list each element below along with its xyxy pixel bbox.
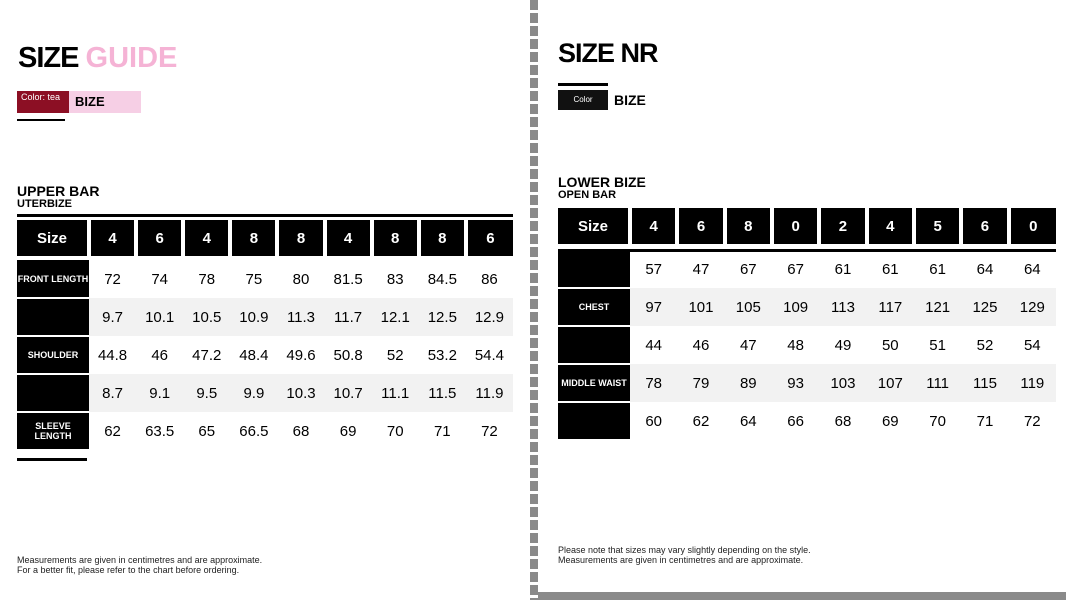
header-cell: 4: [325, 220, 372, 256]
table-cell: 62: [104, 422, 121, 440]
table-cell: 60: [645, 412, 662, 430]
table-cell: 86: [481, 270, 498, 288]
table-cell: 47: [692, 261, 710, 279]
title-rule: [17, 119, 65, 121]
table-cell: 12.5: [419, 298, 466, 336]
table-cell: 79: [677, 364, 724, 402]
header-cell: 8: [725, 208, 772, 244]
table-cell: 61: [929, 261, 946, 279]
row-label: [17, 374, 89, 412]
table-cell: 121: [914, 288, 961, 326]
footnote-line-1: Please note that sizes may vary slightly depending on the style.: [558, 545, 811, 555]
table-cell: 9.1: [136, 374, 183, 412]
table-cell: 10.3: [277, 374, 324, 412]
table-row: [558, 288, 1056, 326]
table-cell: 115: [961, 364, 1008, 402]
table-row: [17, 298, 513, 336]
row-label: SLEEVE LENGTH: [17, 412, 89, 450]
table-cell: 50.8: [333, 346, 363, 364]
table-cell: 48.4: [239, 346, 269, 364]
table-cell: 67: [739, 261, 757, 279]
table-cell: 49.6: [286, 346, 316, 364]
table-cell: 117: [867, 288, 914, 326]
table-cell: 11.3: [277, 298, 324, 336]
table-cell: 70: [929, 412, 946, 430]
table-cell: 53.2: [427, 346, 457, 364]
table-row: [17, 374, 513, 412]
table-cell: 44: [645, 336, 662, 354]
row-label: MIDDLE WAIST: [558, 364, 630, 402]
row-label: [558, 326, 630, 364]
table-row: [558, 402, 1056, 440]
table-cell: 11.5: [419, 374, 466, 412]
table-cell: 10.9: [230, 298, 277, 336]
header-cell: Size: [17, 220, 89, 256]
table-bottom-rule: [17, 458, 87, 461]
table-cell: 101: [677, 288, 724, 326]
header-cell: 6: [677, 208, 724, 244]
table-cell: 47.2: [192, 346, 222, 364]
table-cell: 93: [772, 364, 819, 402]
header-cell: 4: [630, 208, 677, 244]
table-row: [558, 250, 1056, 288]
table-cell: 68: [292, 422, 310, 440]
table-header-row: [558, 208, 1056, 244]
table-cell: 81.5: [333, 270, 363, 288]
table-cell: 51: [929, 336, 946, 354]
header-cell: Size: [558, 208, 630, 244]
title-rule: [558, 83, 608, 86]
table-cell: 129: [1009, 288, 1056, 326]
table-cell: 67: [787, 261, 804, 279]
table-cell: 107: [867, 364, 914, 402]
table-cell: 111: [914, 364, 961, 402]
table-cell: 109: [772, 288, 819, 326]
table-cell: 62: [692, 412, 710, 430]
header-cell: 6: [961, 208, 1008, 244]
color-swatch-dark: Color: tea: [17, 91, 69, 113]
table-cell: 57: [645, 261, 662, 279]
table-cell: 74: [151, 270, 168, 288]
table-cell: 64: [739, 412, 757, 430]
header-cell: 0: [1009, 208, 1056, 244]
row-label: [17, 298, 89, 336]
header-cell: 6: [466, 220, 513, 256]
table-cell: 49: [834, 336, 852, 354]
header-cell: 8: [277, 220, 324, 256]
table-cell: 52: [976, 336, 994, 354]
header-cell: 0: [772, 208, 819, 244]
color-swatch-pink: BIZE: [69, 91, 141, 113]
row-label: SHOULDER: [17, 336, 89, 374]
table-cell: 70: [386, 422, 404, 440]
table-cell: 11.1: [372, 374, 419, 412]
table-cell: 12.9: [466, 298, 513, 336]
header-cell: 5: [914, 208, 961, 244]
table-cell: 105: [725, 288, 772, 326]
title-highlight: GUIDE: [85, 42, 178, 74]
row-label: CHEST: [558, 288, 630, 326]
section-heading-line-1: UPPER BAR: [17, 183, 100, 199]
table-cell: 61: [881, 261, 899, 279]
table-row: [17, 412, 513, 450]
table-cell: 10.5: [183, 298, 230, 336]
table-cell: 80: [292, 270, 310, 288]
table-cell: 54.4: [474, 346, 505, 364]
table-cell: 103: [819, 364, 866, 402]
table-cell: 125: [961, 288, 1008, 326]
table-cell: 9.9: [230, 374, 277, 412]
table-cell: 89: [725, 364, 772, 402]
table-cell: 66: [787, 412, 804, 430]
table-cell: 48: [787, 336, 804, 354]
size-table-upper: [17, 220, 513, 451]
table-cell: 47: [739, 336, 757, 354]
table-cell: 78: [198, 270, 216, 288]
footnote-line-2: Measurements are given in centimetres and are approximate.: [558, 555, 804, 565]
section-heading-line-2: OPEN BAR: [558, 189, 617, 201]
table-cell: 66.5: [239, 422, 269, 440]
row-label: FRONT LENGTH: [17, 260, 89, 298]
table-row: [558, 364, 1056, 402]
table-cell: 64: [976, 261, 994, 279]
header-cell: 6: [136, 220, 183, 256]
color-swatch-label: BIZE: [614, 92, 646, 108]
header-cell: 8: [372, 220, 419, 256]
table-row: [17, 336, 513, 374]
table-cell: 83: [386, 270, 404, 288]
table-cell: 46: [151, 346, 168, 364]
table-cell: 63.5: [145, 422, 175, 440]
page-gutter: [530, 0, 538, 600]
header-cell: 4: [183, 220, 230, 256]
table-cell: 52: [386, 346, 404, 364]
header-cell: 2: [819, 208, 866, 244]
table-cell: 72: [481, 422, 498, 440]
table-cell: 12.1: [372, 298, 419, 336]
header-cell: 4: [89, 220, 136, 256]
footnote-line-1: Measurements are given in centimetres and are approximate.: [17, 555, 263, 565]
page-title: [18, 42, 177, 75]
row-label: [558, 250, 630, 288]
table-cell: 65: [198, 422, 216, 440]
color-swatch-row: [558, 90, 646, 110]
table-cell: 119: [1009, 364, 1056, 402]
header-cell: 8: [419, 220, 466, 256]
table-cell: 9.5: [183, 374, 230, 412]
bottom-strip: [538, 592, 1066, 600]
table-cell: 97: [630, 288, 677, 326]
section-heading: [17, 185, 157, 211]
table-cell: 113: [819, 288, 866, 326]
header-cell: 4: [867, 208, 914, 244]
table-header-row: [17, 220, 513, 256]
table-cell: 8.7: [89, 374, 136, 412]
table-cell: 69: [881, 412, 899, 430]
size-table-lower: [558, 208, 1056, 441]
table-cell: 78: [630, 364, 677, 402]
table-cell: 61: [834, 261, 852, 279]
right-page-title: SIZE NR: [558, 38, 658, 68]
table-cell: 64: [1023, 261, 1041, 279]
table-row: [558, 326, 1056, 364]
footnote-line-2: For a better fit, please refer to the chart before ordering.: [17, 565, 240, 575]
table-cell: 50: [881, 336, 899, 354]
section-heading: [558, 176, 698, 202]
table-cell: 10.7: [325, 374, 372, 412]
right-page: [538, 0, 1066, 600]
table-cell: 10.1: [136, 298, 183, 336]
table-cell: 68: [834, 412, 852, 430]
header-cell: 8: [230, 220, 277, 256]
table-cell: 71: [976, 412, 994, 430]
table-cell: 69: [339, 422, 357, 440]
table-cell: 46: [692, 336, 710, 354]
section-heading-line-2: UTERBIZE: [17, 198, 72, 210]
table-cell: 11.9: [466, 374, 513, 412]
color-swatch-row: [17, 91, 141, 113]
title-dark: SIZE: [18, 42, 79, 74]
table-cell: 75: [245, 270, 263, 288]
table-row: [17, 260, 513, 298]
left-page: [0, 0, 530, 600]
table-cell: 54: [1023, 336, 1041, 354]
table-cell: 11.7: [325, 298, 372, 336]
table-cell: 9.7: [89, 298, 136, 336]
color-swatch-dark: Color: [558, 90, 608, 110]
section-heading-line-1: LOWER BIZE: [558, 174, 646, 190]
table-cell: 72: [1023, 412, 1041, 430]
table-cell: 72: [104, 270, 121, 288]
table-cell: 44.8: [97, 346, 128, 364]
table-cell: 84.5: [427, 270, 457, 288]
table-cell: 71: [433, 422, 451, 440]
row-label: [558, 402, 630, 440]
table-top-rule: [17, 214, 513, 217]
